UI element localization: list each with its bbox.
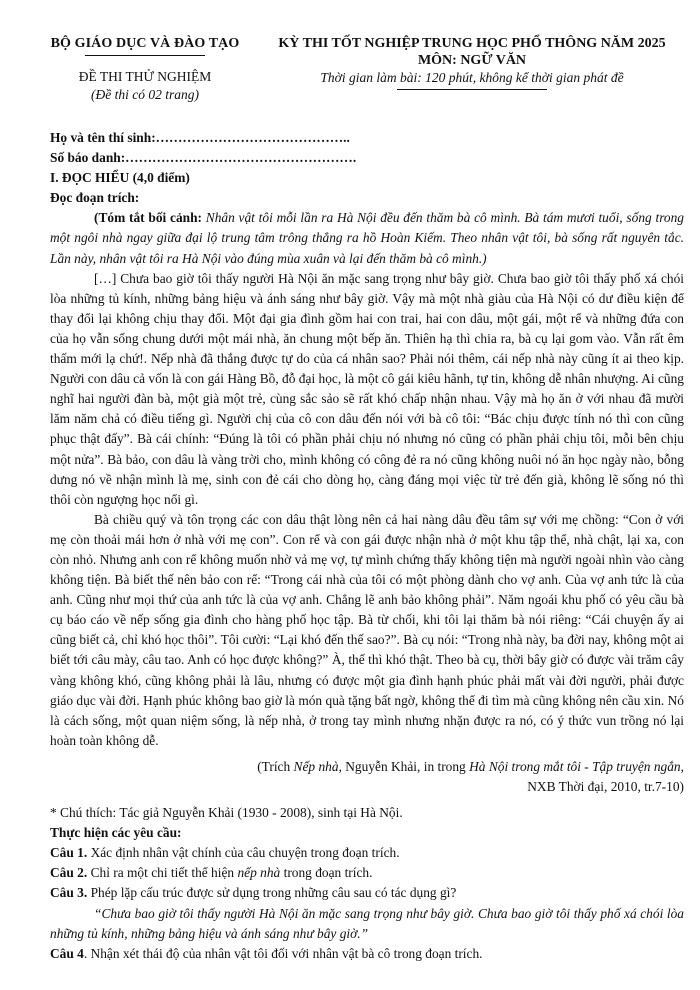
source-citation: (Trích Nếp nhà, Nguyễn Khải, in trong Hà Nội trong mắt tôi - Tập truyện ngắn, [257, 758, 684, 774]
question-3-label: Câu 3. [50, 885, 88, 901]
header-right [262, 36, 682, 90]
source-publisher: NXB Thời đại, 2010, tr.7-10) [527, 779, 684, 794]
question-4-label: Câu 4 [50, 945, 84, 961]
question-1: Câu 1. Xác định nhân vật chính của câu chuyện trong đoạn trích. [50, 845, 400, 861]
author-note: * Chú thích: Tác giả Nguyễn Khải (1930 - 2008), sinh tại Hà Nội. [50, 805, 403, 821]
book-title: Hà Nội trong mắt tôi - Tập truyện ngắn [469, 758, 681, 774]
pages-note: (Đề thi có 02 trang) [91, 87, 199, 102]
section-heading: I. ĐỌC HIỂU (4,0 điểm) [50, 170, 190, 186]
context-summary [50, 208, 684, 268]
excerpt-label: Đọc đoạn trích: [50, 190, 140, 206]
exam-body [50, 128, 684, 964]
title-underline [397, 89, 547, 90]
tasks-heading: Thực hiện các yêu cầu: [50, 825, 182, 841]
question-3-quote: “Chưa bao giờ tôi thấy người Hà Nội ăn mặc sang trọng như bây giờ. Chưa bao giờ tôi thấy phố xá chói lòa những tủ kính, những bảng hiệu và ánh sáng như bây giờ.” [50, 905, 684, 941]
passage-paragraph-1: […] Chưa bao giờ tôi thấy người Hà Nội ăn mặc sang trọng như bây giờ. Chưa bao giờ tôi thấy phố xá chói lòa những tủ kính, những bảng hiệu và ánh sáng như bây giờ. Vậy mà một nhà giàu của Hà Nội có dư điều kiện để thay đổi lại không chịu thay đổi. Một đại gia đình gồm hai con trai, hai con dâu, một gái, một rể và những đứa con của họ vẫn sống chung dưới một mái nhà, ăn chung một bếp ăn. Thiên hạ thì chia ra, bà cụ lại gom vào. Vẫn rất êm thấm mới lạ chứ!. Nếp nhà đã thắng được tự do của cá nhân sao? Phải nói thêm, cái nếp nhà này cũng ít ai theo kịp. Người con dâu cả vốn là con gái Hàng Bồ, đỗ đại học, là một cô gái kiêu hãnh, tự tin, không dễ nhân nhượng. Ai cũng nghĩ hai người đàn bà, một già một trẻ, cùng sắc sảo sẽ rất khó chấp nhận nhau. Vậy mà họ ăn ở với nhau đã mười lăm năm chả có điều tiếng gì. Người chị của cô con dâu đến nói với bà cô tôi: “Bác chịu được tính nó thì con cũng phục thật đấy”. Bà cái chính: “Đúng là tôi có phần phải chịu nó nhưng nó cũng có phần phải chịu tôi, mỗi bên chịu một nửa”. Bà bảo, con dâu là vàng trời cho, mình không có công đẻ ra nó cũng không nuôi nó ăn học ngày nào, bỗng dưng nó về nhận mình là mẹ, sinh con đẻ cái cho dòng họ, càng đáng mọi việc từ trẻ đến già, không lẽ sống nó thì thôi còn ngượng học nổi gì. [50, 270, 684, 507]
question-1-label: Câu 1. [50, 845, 88, 861]
candidate-id-field: Số báo danh:……………………………………………. [50, 150, 357, 166]
summary-label: (Tóm tắt bối cảnh: [94, 210, 202, 226]
time-note: Thời gian làm bài: 120 phút, không kể thời gian phát đề [320, 70, 624, 85]
candidate-name-field: Họ và tên thí sinh:…………………………………….. [50, 130, 350, 145]
question-3: Câu 3. Phép lặp cấu trúc được sử dụng trong những câu sau có tác dụng gì? [50, 885, 457, 901]
ministry-name: BỘ GIÁO DỤC VÀ ĐÀO TẠO [50, 36, 240, 51]
header-left [40, 36, 250, 103]
question-4: Câu 4. Nhận xét thái độ của nhân vật tôi đối với nhân vật bà cô trong đoạn trích. [50, 945, 483, 961]
passage-paragraph-2: Bà chiều quý và tôn trọng các con dâu thật lòng nên cả hai nàng dâu đều tâm sự với mẹ chồng: “Con ở với mẹ còn thoải mái hơn ở nhà với mẹ con”. Con rể và con gái được nhận nhà ở một khu tập thể, nhà chật, lại xa, con còn nhỏ. Nhưng anh con rể không muốn nhờ vả mẹ vợ, tự mình chứng thấy không tiện mà người ngoài nhìn vào càng không tiện. Bà biết thế nên bảo con rể: “Trong cái nhà của tôi có một phòng dành cho vợ anh. Của vợ anh tức là của anh. Cũng như mọi thứ của anh tức là của vợ anh. Chẳng lẽ anh bảo không phải”. Năm ngoái khu phố có yêu cầu bà cụ báo cáo về nếp sống gia đình cho hàng phố học tập. Bà từ chối, khi tôi lại thăm bà nói riêng: “Cái chuyện ấy ai cũng biết cả, chỉ khó học thôi”. Tôi cười: “Lại khó đến thế sao?”. Bà cụ nói: “Trong nhà này, ba đời nay, không một ai biết tới câu mày, câu tao. Anh có học được không?” À, thế thì khó thật. Theo bà cụ, thời bây giờ có được vài trăm cây vàng không khó, cũng không phải là lâu, nhưng có được một gia đình hạnh phúc phải mất vài đời người, phải được giáo dục vài đời. Hạnh phúc không bao giờ là món quà tặng bất ngờ, không thể đi tìm mà cũng không nên cầu xin. Nó là cách sống, một quan niệm sống, là nếp nhà, ở trong tay mình nhưng nhặn được ra nó, có ý thức vun trồng nó lại hoàn toàn không dễ. [50, 511, 684, 748]
exam-type: ĐỀ THI THỬ NGHIỆM [78, 69, 212, 84]
question-2: Câu 2. Chỉ ra một chi tiết thể hiện nếp nhà trong đoạn trích. [50, 865, 373, 881]
subject: MÔN: NGỮ VĂN [417, 53, 527, 68]
work-title: Nếp nhà [293, 758, 339, 774]
question-2-label: Câu 2. [50, 865, 88, 881]
ministry-underline [85, 55, 205, 56]
summary-text: Nhân vật tôi mỗi lần ra Hà Nội đều đến thăm bà cô mình. Bà tám mươi tuổi, sống trong một ngôi nhà ngay giữa đại lộ trung tâm trông thẳng ra hồ Hoàn Kiếm. Theo nhân vật tôi, bà sống rất nguyên tắc. Lần này, nhân vật tôi ra Hà Nội vào đúng mùa xuân và lại đến thăm bà cô mình.) [50, 210, 684, 266]
exam-title: KỲ THI TỐT NGHIỆP TRUNG HỌC PHỔ THÔNG NĂM 2025 [278, 36, 666, 51]
